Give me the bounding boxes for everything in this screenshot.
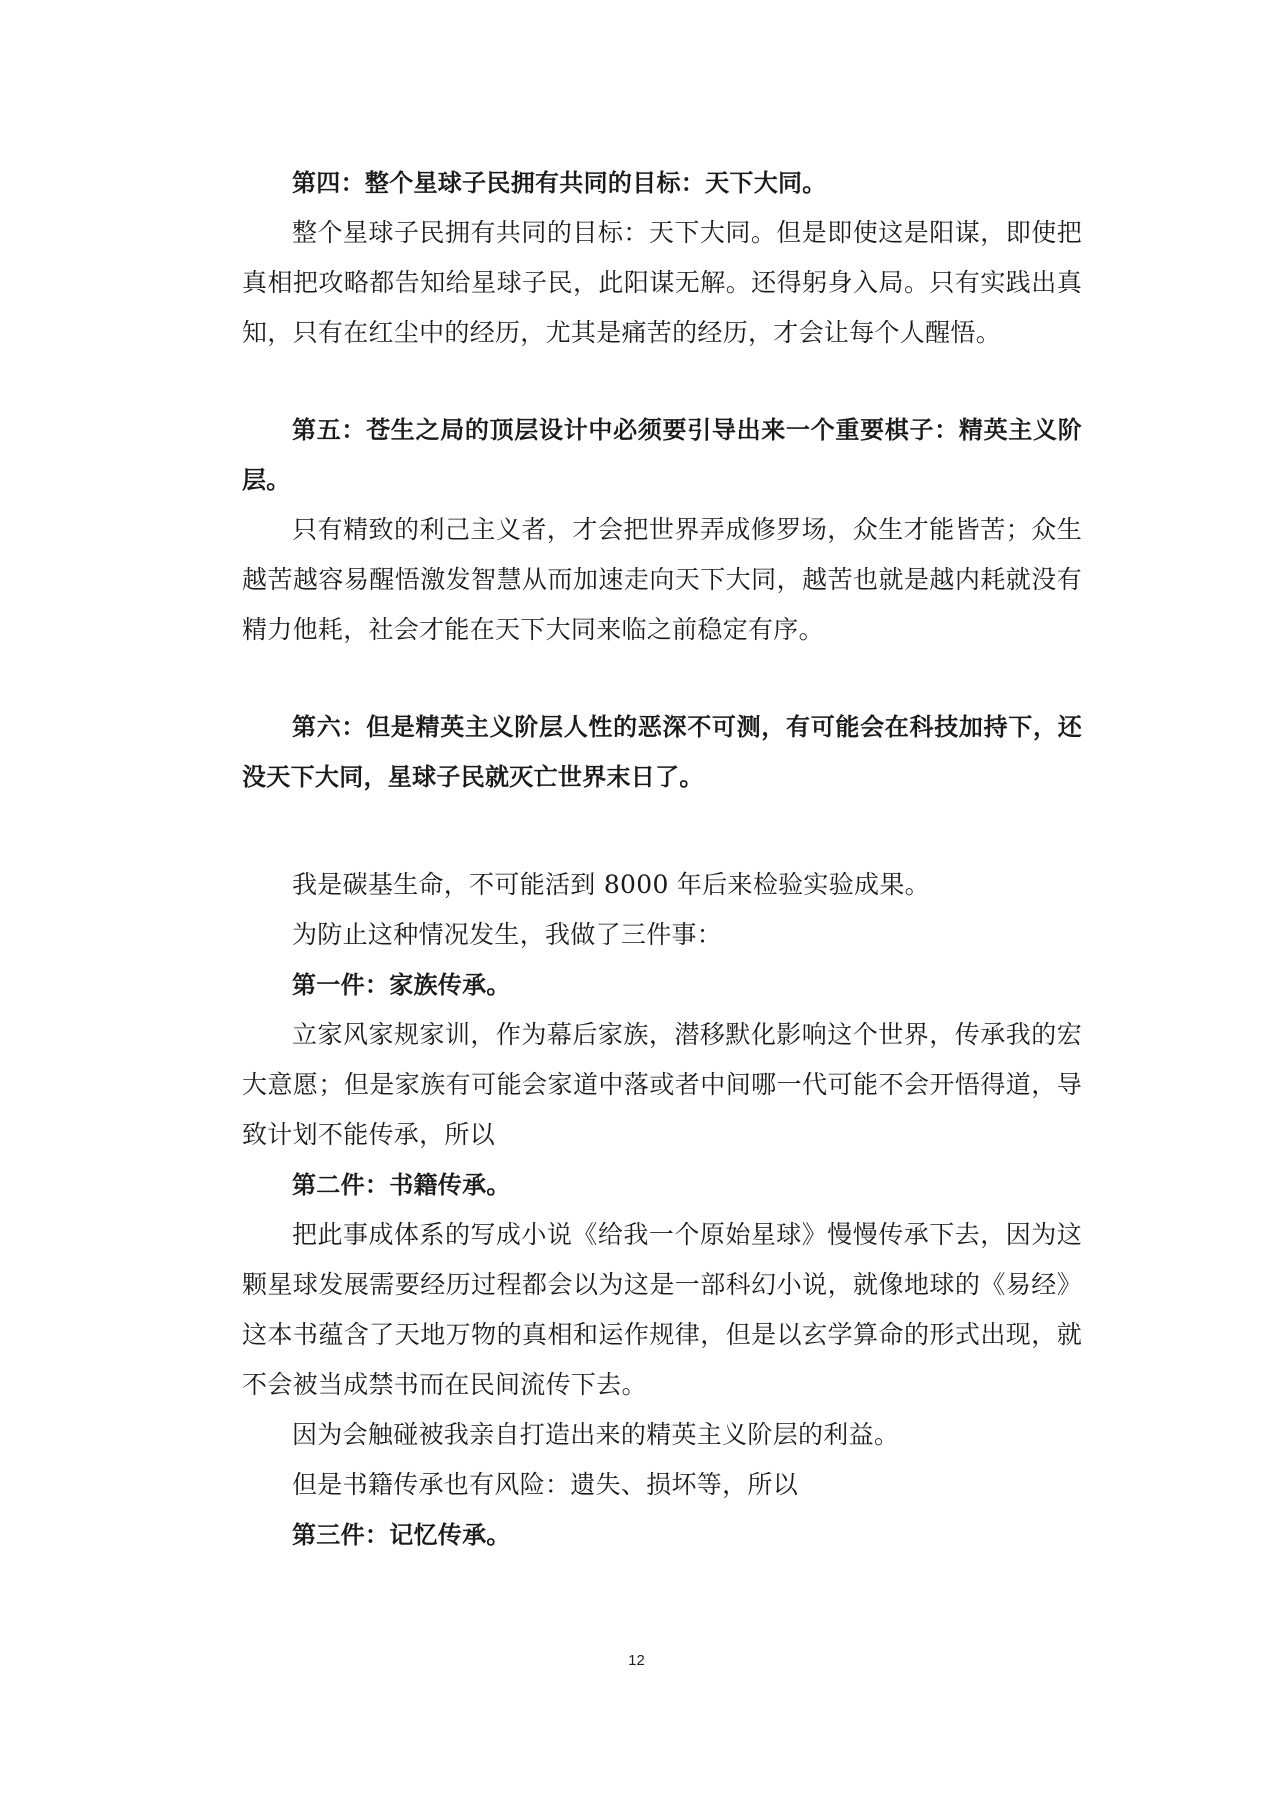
paragraph-three-things: 为防止这种情况发生，我做了三件事： [292,920,723,949]
paragraph-book-heritage: 把此事成体系的写成小说《给我一个原始星球》慢慢传承下去，因为这颗星球发展需要经历过程都会以为这是一部科幻小说，就像地球的《易经》这本书蕴含了天地万物的真相和运作规律，但是以玄学算命的形式出现，就不会被当成禁书而在民间流传下去。 [242,1220,1082,1399]
paragraph-fourth: 整个星球子民拥有共同的目标：天下大同。但是即使这是阳谋，即使把真相把攻略都告知给星球子民，此阳谋无解。还得躬身入局。只有实践出真知，只有在红尘中的经历，尤其是痛苦的经历，才会让每个人醒悟。 [242,218,1082,347]
paragraph-elite-interest: 因为会触碰被我亲自打造出来的精英主义阶层的利益。 [292,1420,900,1449]
heading-first-thing: 第一件：家族传承。 [292,971,511,999]
heading-third-thing: 第三件：记忆传承。 [292,1521,511,1549]
paragraph-fifth: 只有精致的利己主义者，才会把世界弄成修罗场，众生才能皆苦；众生越苦越容易醒悟激发智慧从而加速走向天下大同，越苦也就是越内耗就没有精力他耗，社会才能在天下大同来临之前稳定有序。 [242,515,1082,644]
paragraph-book-risk: 但是书籍传承也有风险：遗失、损坏等，所以 [292,1470,799,1499]
heading-second-thing: 第二件：书籍传承。 [292,1171,511,1199]
page-number: 12 [628,1652,645,1669]
paragraph-family-heritage: 立家风家规家训，作为幕后家族，潜移默化影响这个世界，传承我的宏大意愿；但是家族有可能会家道中落或者中间哪一代可能不会开悟得道，导致计划不能传承，所以 [242,1020,1082,1149]
heading-sixth: 第六：但是精英主义阶层人性的恶深不可测，有可能会在科技加持下，还没天下大同，星球子民就灭亡世界末日了。 [242,713,1082,791]
paragraph-carbon-life: 我是碳基生命，不可能活到 8000 年后来检验实验成果。 [292,870,930,899]
heading-fourth: 第四：整个星球子民拥有共同的目标：天下大同。 [292,169,827,197]
heading-fifth: 第五：苍生之局的顶层设计中必须要引导出来一个重要棋子：精英主义阶层。 [242,416,1082,494]
